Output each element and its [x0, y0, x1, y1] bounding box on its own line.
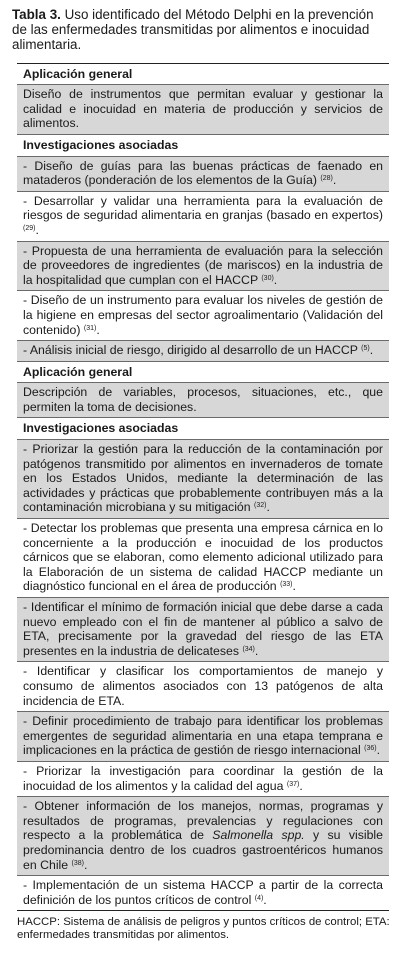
sentence-end: .	[299, 778, 303, 793]
table-footnote: HACCP: Sistema de análisis de peligros y puntos críticos de control; ETA: enfermedades transmitidas por alimentos.	[17, 916, 390, 942]
table-caption-label: Tabla 3.	[12, 7, 61, 22]
reference-number: (28)	[320, 175, 333, 183]
research-item-text: - Propuesta de una herramienta de evaluación para la selección de proveedores de ingredientes (de mariscos) en la industria de la hospitalidad que cumplan con el HACCP	[23, 243, 383, 287]
research-item-text: - Detectar los problemas que presenta una empresa cárnica en lo concerniente a la producción e inocuidad de los productos cárnicos que se elaboran, como elemento adicional utilizado para la Elaboración de un sistema de calidad HACCP mediante un diagnóstico funcional en el área de producción	[23, 521, 383, 594]
research-item	[17, 242, 389, 292]
research-item-text: - Priorizar la gestión para la reducción de la contaminación por patógenos transmitido por alimentos en invernaderos de tomate en los Estados Unidos, mediante la determinación de las actividades y prácticas que probablemente contribuyen más a la contaminación microbiana y su mitigación	[23, 442, 383, 515]
sentence-end: .	[254, 643, 259, 658]
sentence-end: .	[263, 892, 267, 907]
research-item	[17, 797, 389, 876]
research-item	[17, 519, 389, 598]
research-item-text: - Diseño de un instrumento para evaluar los niveles de gestión de la higiene en empresas del sector agroalimentario (Validación del contenido)	[23, 293, 383, 337]
delphi-table	[17, 63, 389, 912]
research-item-text: - Implementación de un sistema HACCP a partir de la correcta definición de los puntos críticos de control	[23, 878, 383, 907]
sentence-end: .	[84, 857, 88, 872]
research-item-text: - Análisis inicial de riesgo, dirigido al desarrollo de un HACCP	[23, 343, 358, 358]
reference-number: (33)	[280, 581, 293, 589]
research-item-text: - Identificar el mínimo de formación inicial que debe darse a cada nuevo empleado con el fin de mantener al público a salvo de ETA, precisamente por la gravedad del riesgo de las ETA presentes en la industria de delicateses	[23, 600, 383, 658]
sentence-end: .	[369, 343, 374, 358]
research-item	[17, 876, 389, 910]
reference-number: (5)	[361, 345, 370, 353]
sentence-end: .	[273, 272, 278, 287]
sentence-end: .	[35, 222, 39, 237]
sentence-end: .	[332, 173, 337, 188]
research-item	[17, 440, 389, 519]
reference-number: (34)	[242, 645, 255, 653]
research-item	[17, 341, 389, 362]
table-caption-text: Uso identificado del Método Delphi en la prevención de las enfermedades transmitidas por alimentos e inocuidad alimentaria.	[12, 7, 374, 53]
research-item	[17, 192, 389, 242]
sentence-end: .	[266, 500, 270, 515]
reference-number: (31)	[83, 324, 97, 332]
research-item	[17, 662, 389, 712]
research-item-text: - Diseño de guías para las buenas prácticas de faenado en mataderos (ponderación de los elementos de la Guía)	[23, 158, 383, 188]
section-header-application: Aplicación general	[17, 64, 389, 86]
reference-number: (36)	[364, 745, 377, 753]
reference-number: (38)	[71, 859, 84, 867]
reference-number: (4)	[254, 894, 264, 902]
research-item	[17, 157, 389, 192]
sentence-end: .	[292, 579, 296, 594]
research-item-text: - Desarrollar y validar una herramienta para la evaluación de riesgos de seguridad alimentaria en granjas (basado en expertos)	[23, 193, 383, 223]
sentence-end: .	[376, 743, 380, 758]
application-description: Diseño de instrumentos que permitan evaluar y gestionar la calidad e inocuidad en materia de producción y servicios de alimentos.	[17, 85, 389, 135]
research-item-text: y su visible predominancia dentro de los cuadros gastroentéricos humanos en Chile	[23, 828, 383, 872]
research-item-text: - Priorizar la investigación para coordinar la gestión de la inocuidad de los alimentos y la calidad del agua	[23, 763, 383, 793]
application-description: Descripción de variables, procesos, situaciones, etc., que permiten la toma de decisiones.	[17, 383, 389, 418]
reference-number: (30)	[261, 274, 274, 282]
research-item	[17, 762, 389, 797]
reference-number: (37)	[286, 780, 300, 788]
research-item	[17, 598, 389, 662]
table-caption	[12, 7, 391, 53]
research-item	[17, 291, 389, 341]
research-item-text: - Definir procedimiento de trabajo para identificar los problemas emergentes de seguridad alimentaria en una etapa temprana e implicaciones en la práctica de gestión de riesgo internacional	[23, 714, 383, 758]
section-header-application: Aplicación general	[17, 362, 389, 384]
research-item	[17, 712, 389, 762]
research-item-text-before: - Obtener información de los manejos, normas, programas y resultados de programas, prevalencias y regulaciones con respecto a la problemática de	[23, 799, 383, 843]
research-item-text: - Identificar y clasificar los comportamientos de manejo y consumo de alimentos asociados con 13 patógenos de alta incidencia de ETA.	[23, 664, 383, 708]
section-header-research: Investigaciones asociadas	[17, 418, 389, 440]
reference-number: (32)	[254, 502, 267, 510]
species-name: Salmonella spp.	[212, 828, 305, 843]
section-header-research: Investigaciones asociadas	[17, 135, 389, 157]
sentence-end: .	[96, 322, 100, 337]
reference-number: (29)	[23, 224, 36, 232]
